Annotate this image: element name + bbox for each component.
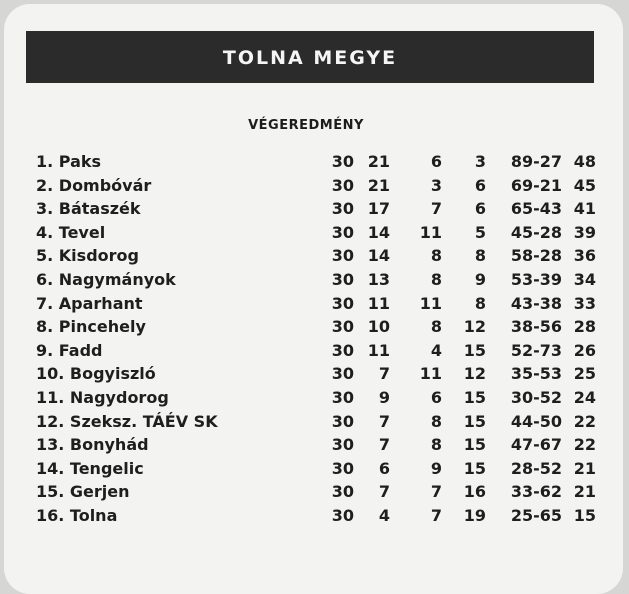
section-subtitle: VÉGEREDMÉNY <box>248 118 364 133</box>
played-count: 30 <box>331 435 354 455</box>
goal-ratio: 58-28 <box>510 246 562 266</box>
table-row <box>4 197 629 221</box>
points-total: 15 <box>573 505 596 525</box>
lost-count: 6 <box>474 199 486 219</box>
goal-ratio: 53-39 <box>510 269 562 289</box>
drawn-count: 11 <box>419 293 442 313</box>
won-count: 11 <box>367 340 390 360</box>
played-count: 30 <box>331 482 354 502</box>
team-name: 2. Dombóvár <box>36 175 152 195</box>
won-count: 21 <box>367 152 390 171</box>
drawn-count: 7 <box>430 505 442 525</box>
won-count: 11 <box>367 293 390 313</box>
points-total: 22 <box>573 411 596 431</box>
table-row <box>4 268 629 292</box>
drawn-count: 9 <box>430 458 442 478</box>
points-total: 33 <box>573 293 596 313</box>
lost-count: 6 <box>474 175 486 195</box>
points-total: 41 <box>573 199 596 219</box>
lost-count: 8 <box>474 293 486 313</box>
won-count: 17 <box>367 199 390 219</box>
won-count: 13 <box>367 269 390 289</box>
drawn-count: 6 <box>430 387 442 407</box>
won-count: 7 <box>378 435 390 455</box>
goal-ratio: 45-28 <box>510 222 562 242</box>
team-name: 12. Szeksz. TÁÉV SK <box>36 411 218 431</box>
lost-count: 15 <box>463 435 486 455</box>
points-total: 48 <box>573 152 596 171</box>
won-count: 9 <box>378 387 390 407</box>
won-count: 21 <box>367 175 390 195</box>
goal-ratio: 35-53 <box>510 364 562 384</box>
lost-count: 3 <box>474 152 486 171</box>
drawn-count: 7 <box>430 199 442 219</box>
team-name: 5. Kisdorog <box>36 246 139 266</box>
team-name: 14. Tengelic <box>36 458 144 478</box>
standings-card <box>4 4 623 594</box>
played-count: 30 <box>331 222 354 242</box>
played-count: 30 <box>331 199 354 219</box>
played-count: 30 <box>331 505 354 525</box>
team-name: 8. Pincehely <box>36 317 146 337</box>
table-row <box>4 457 629 481</box>
lost-count: 15 <box>463 458 486 478</box>
lost-count: 15 <box>463 411 486 431</box>
table-row <box>4 315 629 339</box>
table-row <box>4 504 629 528</box>
drawn-count: 3 <box>430 175 442 195</box>
table-row <box>4 386 629 410</box>
drawn-count: 4 <box>430 340 442 360</box>
lost-count: 12 <box>463 364 486 384</box>
goal-ratio: 47-67 <box>510 435 562 455</box>
goal-ratio: 28-52 <box>510 458 562 478</box>
table-row <box>4 174 629 198</box>
won-count: 10 <box>367 317 390 337</box>
points-total: 39 <box>573 222 596 242</box>
drawn-count: 8 <box>430 411 442 431</box>
table-row <box>4 362 629 386</box>
table-row <box>4 292 629 316</box>
page-title: TOLNA MEGYE <box>26 31 594 83</box>
team-name: 10. Bogyiszló <box>36 364 156 384</box>
played-count: 30 <box>331 364 354 384</box>
lost-count: 8 <box>474 246 486 266</box>
played-count: 30 <box>331 175 354 195</box>
drawn-count: 7 <box>430 482 442 502</box>
lost-count: 19 <box>463 505 486 525</box>
goal-ratio: 44-50 <box>510 411 562 431</box>
played-count: 30 <box>331 340 354 360</box>
played-count: 30 <box>331 246 354 266</box>
team-name: 15. Gerjen <box>36 482 130 502</box>
drawn-count: 6 <box>430 152 442 171</box>
drawn-count: 8 <box>430 246 442 266</box>
played-count: 30 <box>331 317 354 337</box>
played-count: 30 <box>331 411 354 431</box>
played-count: 30 <box>331 458 354 478</box>
points-total: 34 <box>573 269 596 289</box>
goal-ratio: 89-27 <box>510 152 562 171</box>
team-name: 13. Bonyhád <box>36 435 149 455</box>
table-row <box>4 480 629 504</box>
lost-count: 15 <box>463 340 486 360</box>
points-total: 25 <box>573 364 596 384</box>
team-name: 4. Tevel <box>36 222 106 242</box>
won-count: 6 <box>378 458 390 478</box>
won-count: 14 <box>367 222 390 242</box>
goal-ratio: 25-65 <box>510 505 562 525</box>
goal-ratio: 65-43 <box>510 199 562 219</box>
won-count: 7 <box>378 364 390 384</box>
won-count: 7 <box>378 411 390 431</box>
team-name: 9. Fadd <box>36 340 103 360</box>
points-total: 22 <box>573 435 596 455</box>
drawn-count: 11 <box>419 222 442 242</box>
goal-ratio: 43-38 <box>510 293 562 313</box>
lost-count: 9 <box>474 269 486 289</box>
goal-ratio: 38-56 <box>510 317 562 337</box>
points-total: 21 <box>573 458 596 478</box>
table-row <box>4 410 629 434</box>
team-name: 11. Nagydorog <box>36 387 169 407</box>
table-row <box>4 150 629 174</box>
drawn-count: 8 <box>430 435 442 455</box>
team-name: 6. Nagymányok <box>36 269 176 289</box>
team-name: 16. Tolna <box>36 505 118 525</box>
points-total: 28 <box>573 317 596 337</box>
team-name: 1. Paks <box>36 152 102 171</box>
lost-count: 12 <box>463 317 486 337</box>
goal-ratio: 33-62 <box>510 482 562 502</box>
table-row <box>4 244 629 268</box>
table-row <box>4 339 629 363</box>
played-count: 30 <box>331 293 354 313</box>
table-row <box>4 221 629 245</box>
points-total: 36 <box>573 246 596 266</box>
team-name: 7. Aparhant <box>36 293 143 313</box>
lost-count: 15 <box>463 387 486 407</box>
points-total: 21 <box>573 482 596 502</box>
played-count: 30 <box>331 387 354 407</box>
drawn-count: 8 <box>430 317 442 337</box>
lost-count: 5 <box>474 222 486 242</box>
won-count: 7 <box>378 482 390 502</box>
goal-ratio: 69-21 <box>510 175 562 195</box>
goal-ratio: 52-73 <box>510 340 562 360</box>
played-count: 30 <box>331 152 354 171</box>
won-count: 14 <box>367 246 390 266</box>
played-count: 30 <box>331 269 354 289</box>
drawn-count: 8 <box>430 269 442 289</box>
team-name: 3. Bátaszék <box>36 199 141 219</box>
points-total: 26 <box>573 340 596 360</box>
table-row <box>4 433 629 457</box>
goal-ratio: 30-52 <box>510 387 562 407</box>
drawn-count: 11 <box>419 364 442 384</box>
points-total: 45 <box>573 175 596 195</box>
won-count: 4 <box>378 505 390 525</box>
standings-table <box>4 150 629 528</box>
points-total: 24 <box>573 387 596 407</box>
lost-count: 16 <box>463 482 486 502</box>
